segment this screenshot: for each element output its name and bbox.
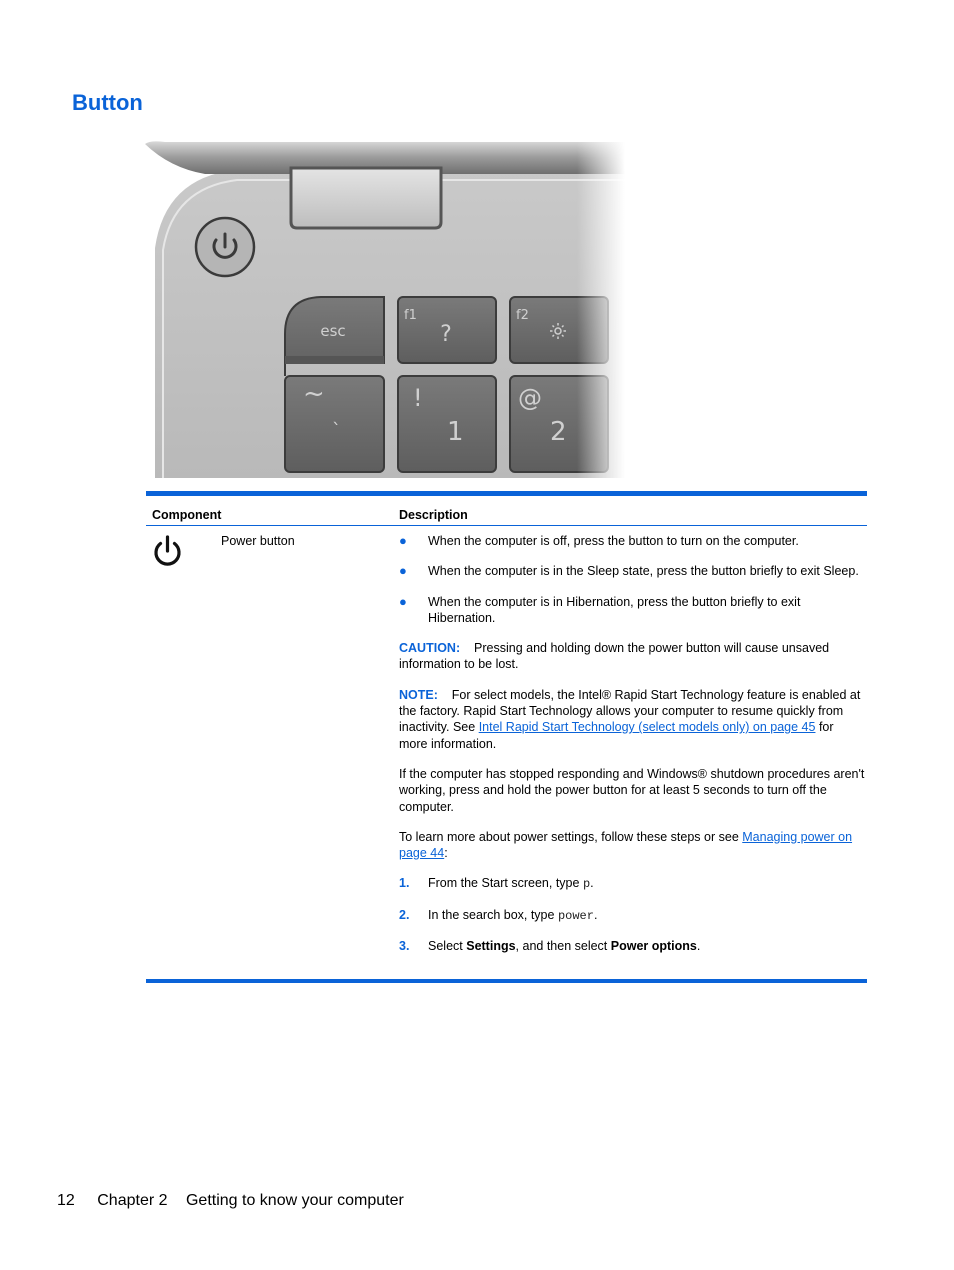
list-item: ● When the computer is in Hibernation, press the button briefly to exit Hibernation.: [399, 593, 801, 625]
table-header: [146, 496, 867, 526]
step-item: 2. In the search box, type power.: [399, 907, 598, 923]
step-number: 3.: [399, 939, 410, 954]
step-number: 1.: [399, 876, 410, 891]
learn-more-paragraph: To learn more about power settings, follow these steps or see Managing power on page 44:: [399, 829, 853, 861]
chapter-label: Chapter 2: [97, 1192, 168, 1209]
managing-power-link[interactable]: Managing power on page 44: [399, 829, 853, 861]
note-text: For select models, the Intel® Rapid Start Technology feature is enabled at the factory. Rapid Start Technology allows your computer to resume quickly from inactivity. See: [399, 687, 861, 735]
step-item: 1. From the Start screen, type p.: [399, 876, 594, 892]
chapter-title: Getting to know your computer: [185, 1192, 404, 1209]
list-item: ● When the computer is off, press the button to turn on the computer.: [399, 533, 799, 548]
page-footer: [57, 1192, 404, 1210]
step-item: 3. Select Settings, and then select Power options.: [399, 939, 701, 954]
bullet-icon: ●: [399, 563, 407, 579]
col-header-description: Description: [399, 508, 468, 522]
note-label: NOTE:: [399, 687, 438, 702]
list-item: ● When the computer is in the Sleep state, press the button briefly to exit Sleep.: [399, 563, 859, 579]
caution-note: [399, 640, 865, 673]
code-text: power: [557, 908, 594, 923]
rapid-start-link[interactable]: Intel Rapid Start Technology (select models only) on page 45: [478, 720, 816, 735]
table-row: [146, 526, 867, 979]
description-cell: [399, 533, 865, 968]
code-text: p: [582, 877, 591, 892]
bullet-icon: ●: [399, 593, 407, 609]
info-note: NOTE: For select models, the Intel® Rapid Start Technology feature is enabled at the factory. Rapid Start Technology allows your computer to resume quickly from inactivity. See Intel Rapid Start Technology (select models only) on page 45 for more information.: [399, 687, 861, 751]
bullet-icon: ●: [399, 533, 407, 548]
caution-text: Pressing and holding down the power button will cause unsaved information to be lost.: [399, 641, 830, 672]
keyboard-photo: [145, 138, 625, 478]
component-table: [146, 491, 867, 983]
section-heading: Button: [72, 90, 143, 115]
caution-label: CAUTION:: [399, 641, 461, 656]
col-header-component: Component: [152, 508, 222, 522]
unresponsive-paragraph: If the computer has stopped responding and Windows® shutdown procedures aren't working, press and hold the power button for at least 5 seconds to turn off the computer.: [399, 766, 865, 814]
page-number: 12: [57, 1192, 75, 1209]
power-icon: [152, 534, 183, 567]
step-number: 2.: [399, 907, 410, 922]
component-name: Power button: [221, 534, 295, 548]
